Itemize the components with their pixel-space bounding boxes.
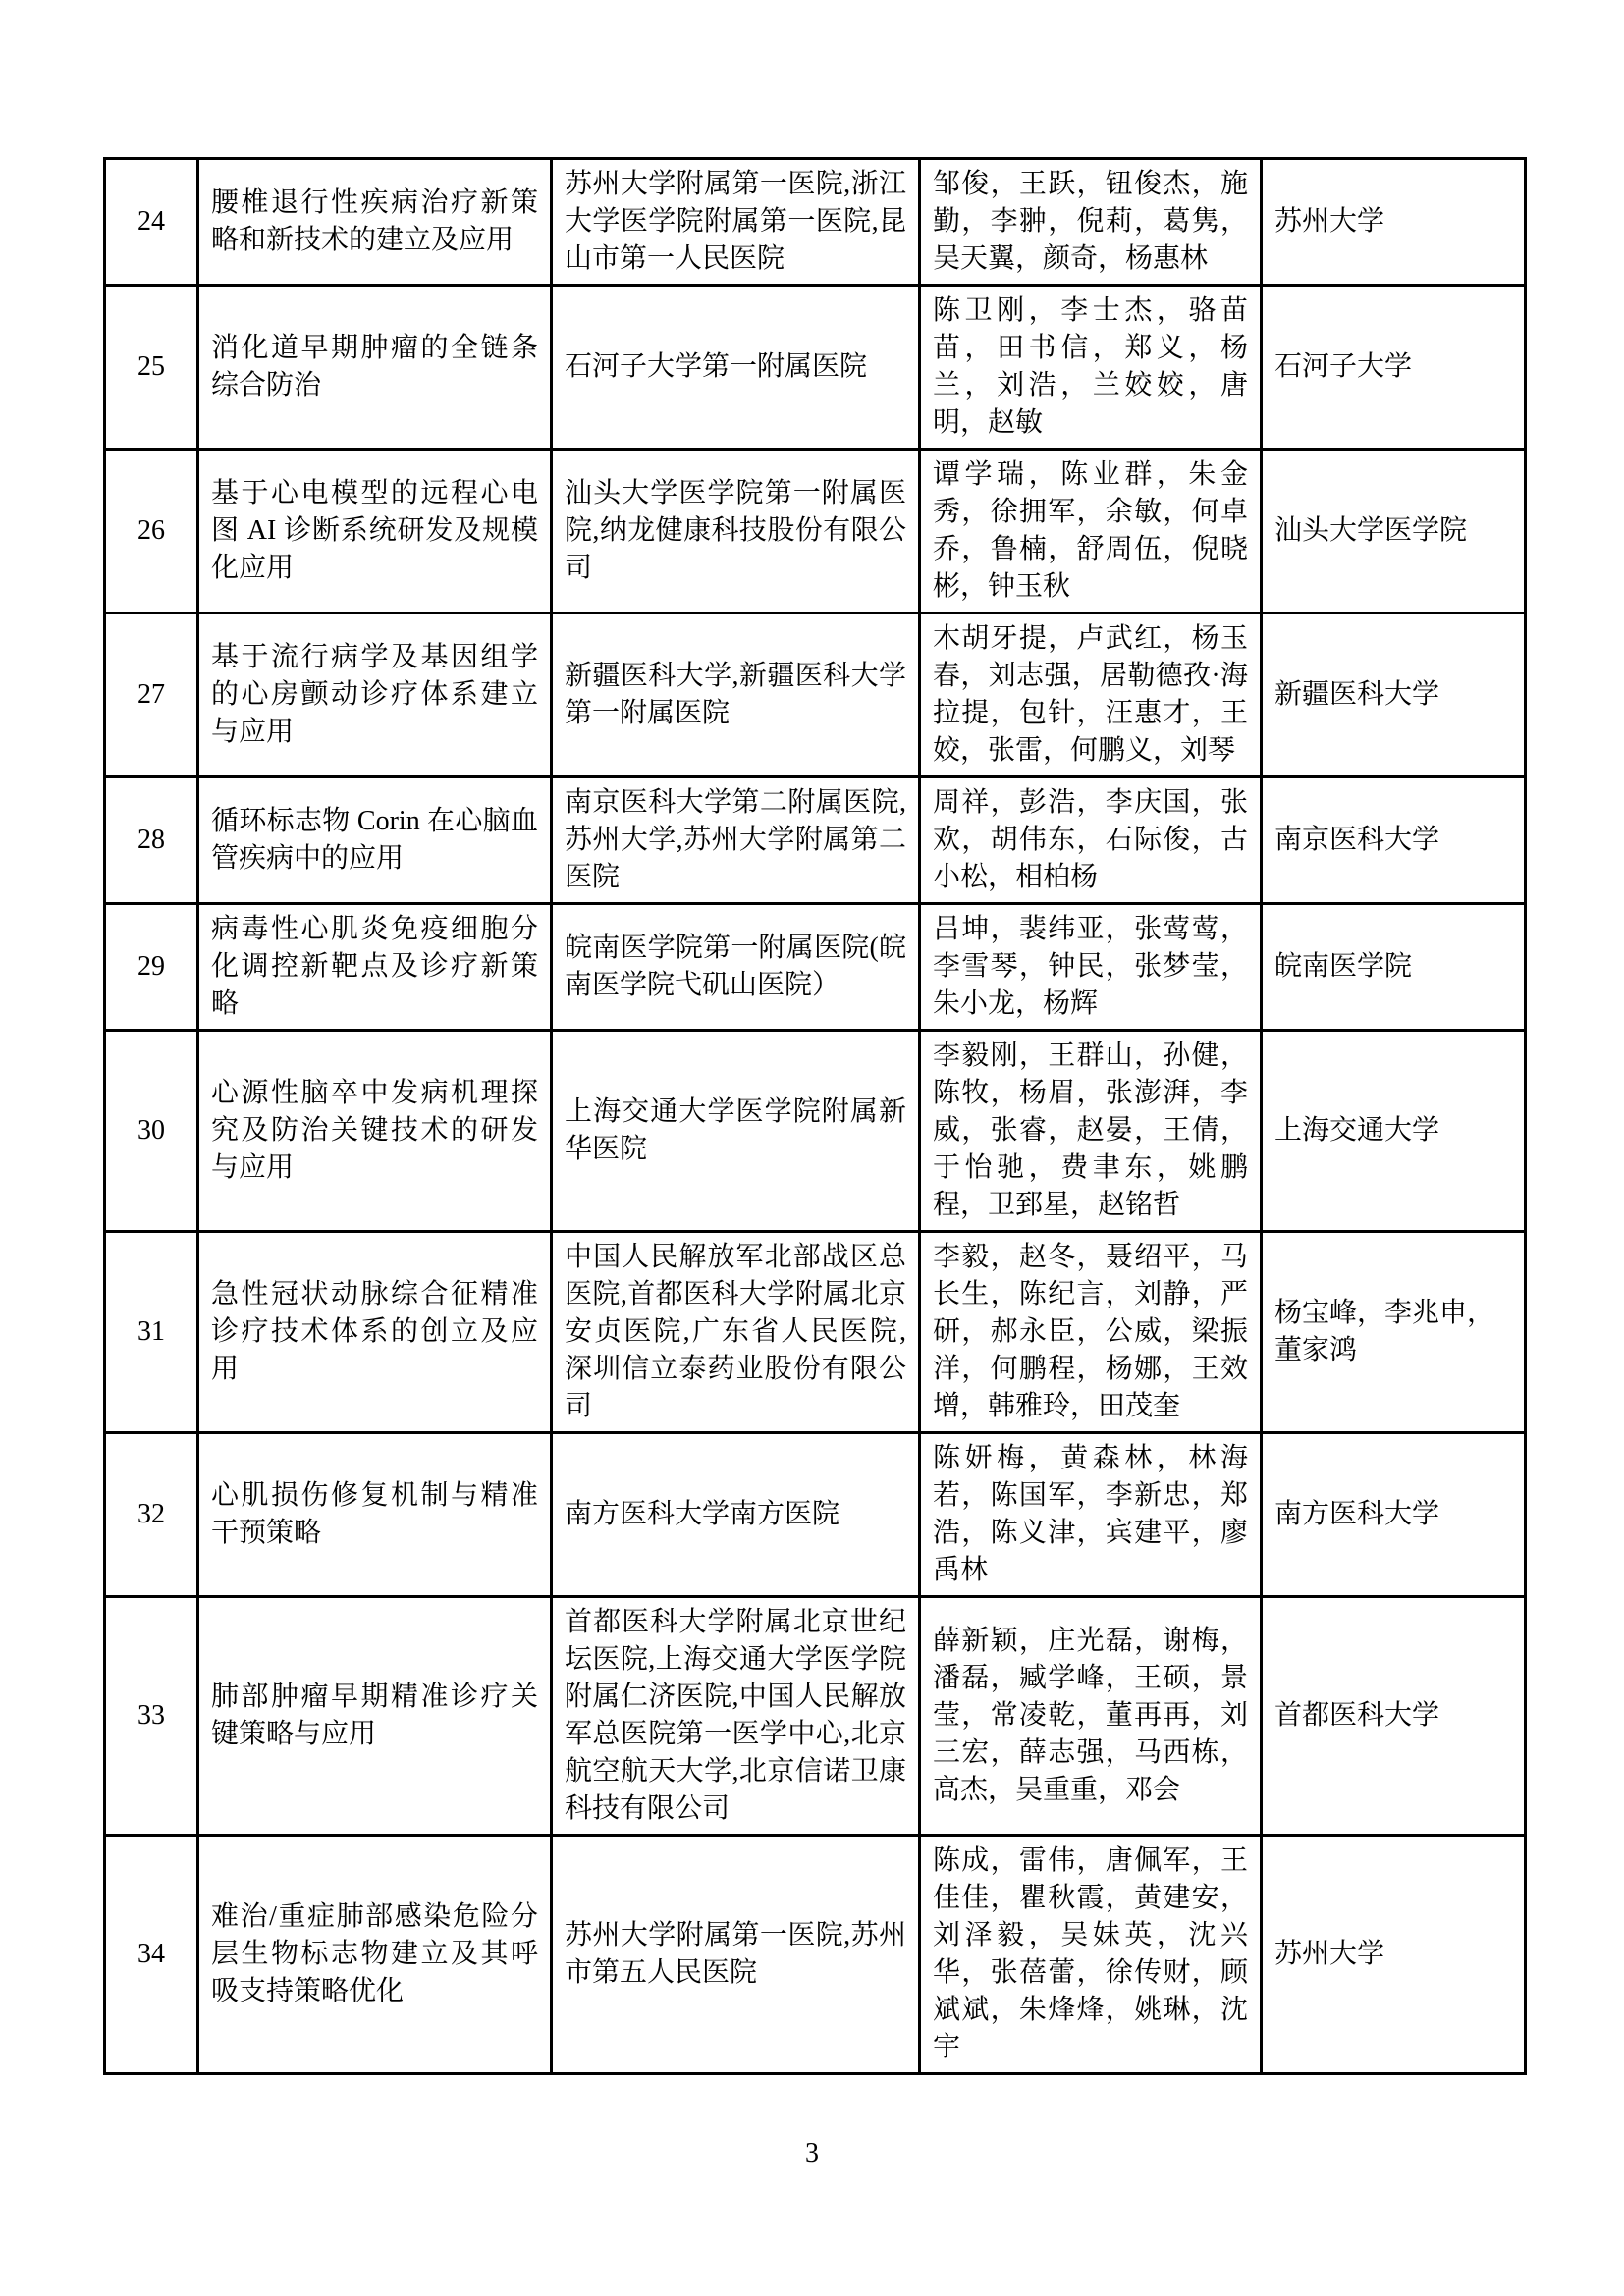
people-cell: 陈妍梅，黄森林，林海若，陈国军，李新忠，郑浩，陈义津，宾建平，廖禹林	[920, 1433, 1262, 1597]
nominator-cell: 南方医科大学	[1262, 1433, 1526, 1597]
project-title-cell: 肺部肿瘤早期精准诊疗关键策略与应用	[198, 1597, 552, 1836]
institutions-cell: 皖南医学院第一附属医院(皖南医学院弋矶山医院）	[552, 904, 920, 1031]
table-row	[105, 286, 1526, 450]
project-title-cell: 基于流行病学及基因组学的心房颤动诊疗体系建立与应用	[198, 614, 552, 777]
nominator-cell: 南京医科大学	[1262, 777, 1526, 904]
people-cell: 木胡牙提，卢武红，杨玉春，刘志强，居勒德孜·海拉提，包针，汪惠才，王姣，张雷，何鹏义，刘琴	[920, 614, 1262, 777]
project-title-cell: 腰椎退行性疾病治疗新策略和新技术的建立及应用	[198, 159, 552, 286]
row-number-cell: 30	[105, 1031, 198, 1232]
people-cell: 陈卫刚，李士杰，骆苗苗，田书信，郑义，杨兰，刘浩，兰姣姣，唐明，赵敏	[920, 286, 1262, 450]
people-cell: 陈成，雷伟，唐佩军，王佳佳，瞿秋霞，黄建安，刘泽毅，吴妹英，沈兴华，张蓓蕾，徐传财，顾斌斌，朱烽烽，姚琳，沈宇	[920, 1836, 1262, 2074]
people-cell: 薛新颖，庄光磊，谢梅，潘磊，臧学峰，王硕，景莹，常凌乾，董再再，刘三宏，薛志强，马西栋，高杰，吴重重，邓会	[920, 1597, 1262, 1836]
table-row	[105, 777, 1526, 904]
people-cell: 谭学瑞，陈业群，朱金秀，徐拥军，余敏，何卓乔，鲁楠，舒周伍，倪晓彬，钟玉秋	[920, 450, 1262, 614]
table-row	[105, 1836, 1526, 2074]
table-row	[105, 1232, 1526, 1433]
row-number-cell: 32	[105, 1433, 198, 1597]
people-cell: 周祥，彭浩，李庆国，张欢，胡伟东，石际俊，古小松，相柏杨	[920, 777, 1262, 904]
people-cell: 李毅，赵冬，聂绍平，马长生，陈纪言，刘静，严研，郝永臣，公威，梁振洋，何鹏程，杨娜，王效增，韩雅玲，田茂奎	[920, 1232, 1262, 1433]
institutions-cell: 南方医科大学南方医院	[552, 1433, 920, 1597]
institutions-cell: 上海交通大学医学院附属新华医院	[552, 1031, 920, 1232]
institutions-cell: 苏州大学附属第一医院,浙江大学医学院附属第一医院,昆山市第一人民医院	[552, 159, 920, 286]
nominator-cell: 苏州大学	[1262, 159, 1526, 286]
project-title-cell: 基于心电模型的远程心电图 AI 诊断系统研发及规模化应用	[198, 450, 552, 614]
row-number-cell: 33	[105, 1597, 198, 1836]
row-number-cell: 26	[105, 450, 198, 614]
row-number-cell: 25	[105, 286, 198, 450]
row-number-cell: 24	[105, 159, 198, 286]
project-title-cell: 急性冠状动脉综合征精准诊疗技术体系的创立及应用	[198, 1232, 552, 1433]
institutions-cell: 汕头大学医学院第一附属医院,纳龙健康科技股份有限公司	[552, 450, 920, 614]
institutions-cell: 南京医科大学第二附属医院,苏州大学,苏州大学附属第二医院	[552, 777, 920, 904]
nominator-cell: 石河子大学	[1262, 286, 1526, 450]
people-cell: 李毅刚，王群山，孙健，陈牧，杨眉，张澎湃，李威，张睿，赵晏，王倩，于怡驰，费聿东，姚鹏程，卫郅星，赵铭哲	[920, 1031, 1262, 1232]
project-title-cell: 难治/重症肺部感染危险分层生物标志物建立及其呼吸支持策略优化	[198, 1836, 552, 2074]
row-number-cell: 29	[105, 904, 198, 1031]
row-number-cell: 27	[105, 614, 198, 777]
nominator-cell: 皖南医学院	[1262, 904, 1526, 1031]
table-row	[105, 1597, 1526, 1836]
institutions-cell: 首都医科大学附属北京世纪坛医院,上海交通大学医学院附属仁济医院,中国人民解放军总医院第一医学中心,北京航空航天大学,北京信诺卫康科技有限公司	[552, 1597, 920, 1836]
table-row	[105, 159, 1526, 286]
nominator-cell: 新疆医科大学	[1262, 614, 1526, 777]
table-row	[105, 904, 1526, 1031]
project-title-cell: 病毒性心肌炎免疫细胞分化调控新靶点及诊疗新策略	[198, 904, 552, 1031]
institutions-cell: 新疆医科大学,新疆医科大学第一附属医院	[552, 614, 920, 777]
projects-table	[103, 157, 1527, 2075]
institutions-cell: 中国人民解放军北部战区总医院,首都医科大学附属北京安贞医院,广东省人民医院,深圳信立泰药业股份有限公司	[552, 1232, 920, 1433]
row-number-cell: 34	[105, 1836, 198, 2074]
nominator-cell: 杨宝峰，李兆申，董家鸿	[1262, 1232, 1526, 1433]
people-cell: 吕坤，裴纬亚，张莺莺，李雪琴，钟民，张梦莹，朱小龙，杨辉	[920, 904, 1262, 1031]
institutions-cell: 苏州大学附属第一医院,苏州市第五人民医院	[552, 1836, 920, 2074]
nominator-cell: 苏州大学	[1262, 1836, 1526, 2074]
project-title-cell: 循环标志物 Corin 在心脑血管疾病中的应用	[198, 777, 552, 904]
page-number: 3	[805, 2138, 819, 2168]
institutions-cell: 石河子大学第一附属医院	[552, 286, 920, 450]
project-title-cell: 心肌损伤修复机制与精准干预策略	[198, 1433, 552, 1597]
people-cell: 邹俊，王跃，钮俊杰，施勤，李翀，倪莉，葛隽，吴天翼，颜奇，杨惠林	[920, 159, 1262, 286]
nominator-cell: 首都医科大学	[1262, 1597, 1526, 1836]
project-title-cell: 心源性脑卒中发病机理探究及防治关键技术的研发与应用	[198, 1031, 552, 1232]
table-row	[105, 614, 1526, 777]
nominator-cell: 汕头大学医学院	[1262, 450, 1526, 614]
nominator-cell: 上海交通大学	[1262, 1031, 1526, 1232]
table-row	[105, 1433, 1526, 1597]
row-number-cell: 31	[105, 1232, 198, 1433]
table-row	[105, 450, 1526, 614]
row-number-cell: 28	[105, 777, 198, 904]
project-title-cell: 消化道早期肿瘤的全链条综合防治	[198, 286, 552, 450]
table-row	[105, 1031, 1526, 1232]
